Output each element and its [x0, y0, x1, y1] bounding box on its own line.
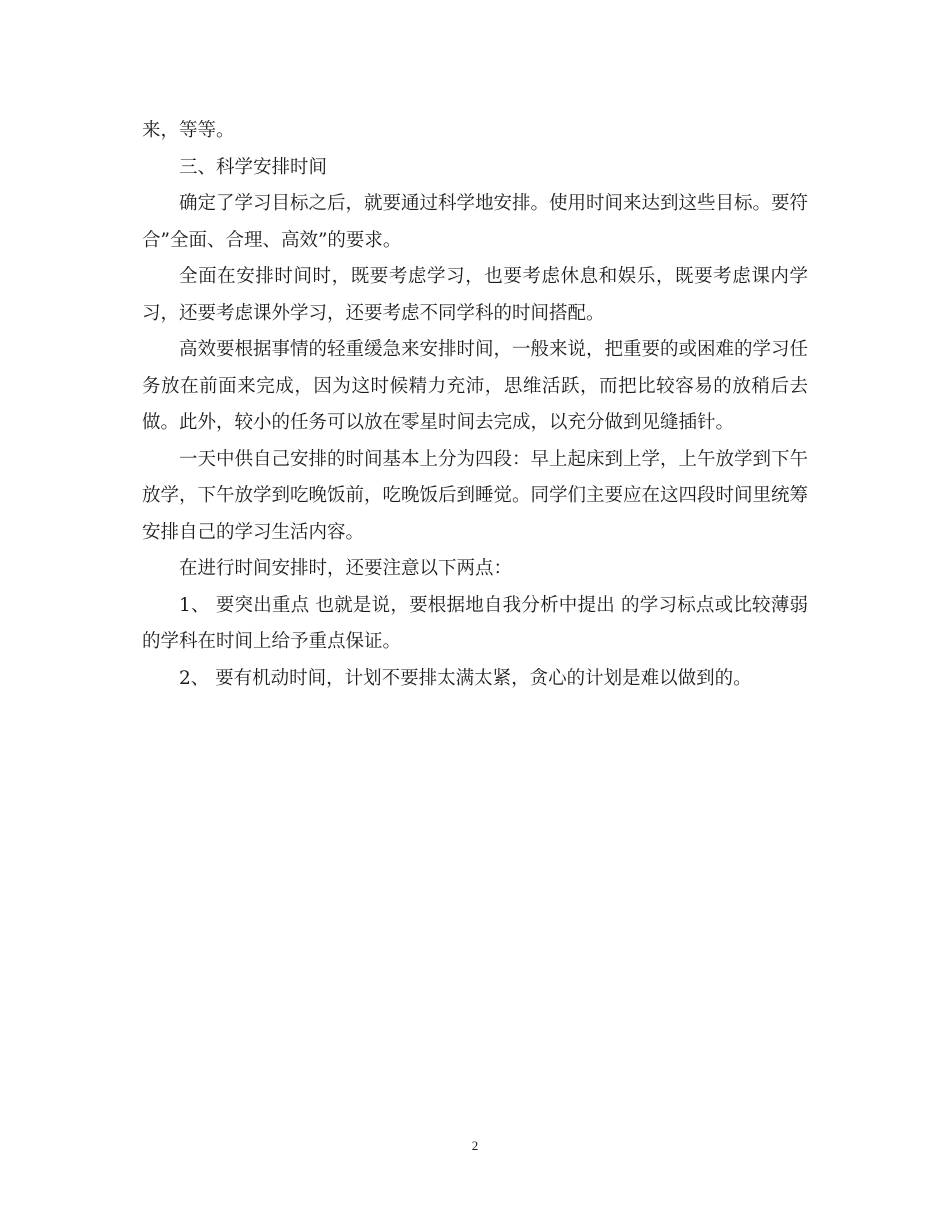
list-item: 2、 要有机动时间，计划不要排太满太紧，贪心的计划是难以做到的。 [179, 667, 752, 689]
paragraph: 确定了学习目标之后，就要通过科学地安排。使用时间来达到这些目标。要符合”全面、合理、高效”的要求。 [142, 193, 809, 251]
document-body [142, 113, 808, 697]
paragraph: 全面在安排时间时，既要考虑学习，也要考虑休息和娱乐，既要考虑课内学习，还要考虑课外学习，还要考虑不同学科的时间搭配。 [142, 266, 808, 324]
paragraph: 一天中供自己安排的时间基本上分为四段：早上起床到上学，上午放学到下午放学，下午放学到吃晚饭前，吃晚饭后到睡觉。同学们主要应在这四段时间里统筹安排自己的学习生活内容。 [142, 448, 809, 543]
list-item: 1、 要突出重点 也就是说，要根据地自我分析中提出 的学习标点或比较薄弱的学科在时间上给予重点保证。 [142, 594, 808, 652]
paragraph: 高效要根据事情的轻重缓急来安排时间，一般来说，把重要的或困难的学习任务放在前面来完成，因为这时候精力充沛，思维活跃，而把比较容易的放稍后去做。此外，较小的任务可以放在零星时间去完成，以充分做到见缝插针。 [142, 339, 809, 433]
section-heading: 三、科学安排时间 [179, 156, 328, 178]
page-number: 2 [471, 1138, 479, 1153]
paragraph-continuation: 来，等等。 [142, 120, 235, 141]
paragraph: 在进行时间安排时，还要注意以下两点： [179, 558, 513, 579]
